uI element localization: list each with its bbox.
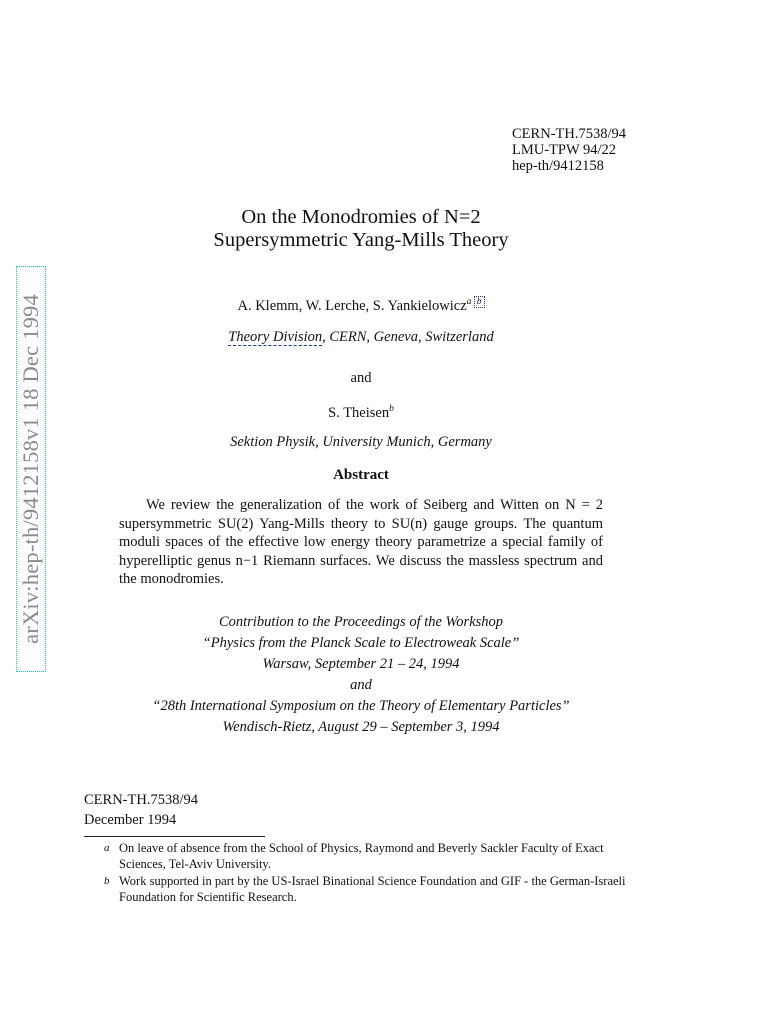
- contribution-line-6: Wendisch-Rietz, August 29 – September 3, 1994: [222, 719, 500, 735]
- paper-title: [0, 206, 722, 252]
- footnote-b: [104, 874, 644, 905]
- author-list-1: [0, 297, 722, 315]
- affiliation-1-rest: , CERN, Geneva, Switzerland: [322, 329, 494, 345]
- affiliation-2: Sektion Physik, University Munich, Germany: [230, 434, 492, 450]
- contribution-line-3: Warsaw, September 21 – 24, 1994: [262, 656, 460, 672]
- preprint-id-cern: CERN-TH.7538/94: [512, 126, 626, 142]
- contribution-line-4: and: [350, 677, 372, 693]
- contribution-line-5: “28th International Symposium on the Theory of Elementary Particles”: [152, 698, 570, 714]
- title-line-2: Supersymmetric Yang-Mills Theory: [213, 229, 509, 251]
- arxiv-stamp-text: arXiv:hep-th/9412158v1 18 Dec 1994: [18, 294, 43, 644]
- footnote-a-text: On leave of absence from the School of Physics, Raymond and Beverly Sackler Faculty of Exact Sciences, Tel-Aviv University.: [119, 841, 604, 871]
- report-number: CERN-TH.7538/94: [84, 792, 198, 808]
- footnote-mark-a-ref: a: [466, 297, 474, 307]
- abstract-text: We review the generalization of the work of Seiberg and Witten on N = 2 supersymmetric SU(2) Yang-Mills theory to SU(n) gauge groups. The quantum moduli spaces of the effective low energy theory parametrize a special family of hyperelliptic genus n−1 Riemann surfaces. We discuss the massless spectrum and the monodromies.: [119, 497, 603, 587]
- and-separator: and: [350, 370, 372, 386]
- preprint-id-hepth: hep-th/9412158: [512, 158, 604, 174]
- abstract-heading: Abstract: [333, 467, 389, 483]
- contribution-line-2: “Physics from the Planck Scale to Electroweak Scale”: [202, 635, 520, 651]
- title-line-1: On the Monodromies of N=2: [241, 206, 481, 228]
- theory-division-link[interactable]: Theory Division: [228, 329, 323, 345]
- author-names-1: A. Klemm, W. Lerche, S. Yankielowicz: [237, 297, 467, 314]
- report-info: [84, 790, 198, 830]
- contribution-line-1: Contribution to the Proceedings of the Workshop: [218, 614, 504, 630]
- affiliation-1: [0, 329, 722, 346]
- footnote-mark-b-ref: b: [389, 404, 394, 414]
- contribution-note: [0, 612, 722, 738]
- abstract-body: [119, 496, 603, 589]
- footnotes: [104, 841, 644, 907]
- preprint-ids: [512, 126, 626, 174]
- footnote-link-b[interactable]: b: [474, 296, 485, 308]
- footnote-a-mark: a: [104, 842, 110, 854]
- footnote-b-text: Work supported in part by the US-Israel Binational Science Foundation and GIF - the German-Israeli Foundation for Scientific Research.: [119, 874, 626, 904]
- footnote-a: [104, 841, 644, 872]
- preprint-id-lmu: LMU-TPW 94/22: [512, 142, 617, 158]
- author-list-2: [0, 404, 722, 422]
- author-name-2: S. Theisen: [328, 404, 390, 421]
- footnote-b-mark: b: [104, 875, 110, 887]
- report-date: December 1994: [84, 812, 177, 828]
- footnote-divider: [84, 836, 265, 837]
